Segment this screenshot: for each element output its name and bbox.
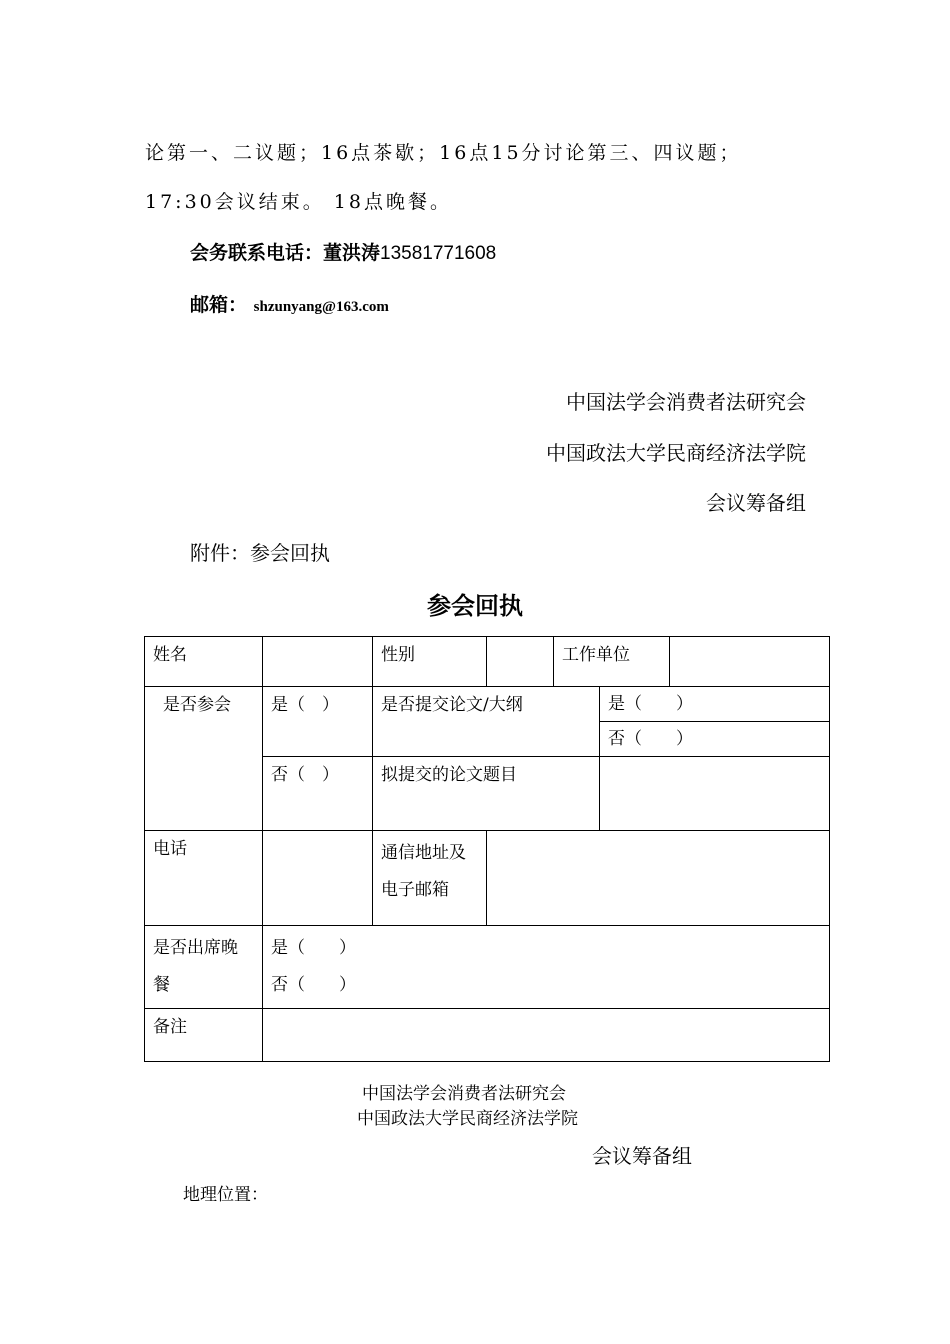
remarks-label: 备注 (145, 1009, 263, 1062)
body-line-2: 17:30会议结束。 18点晚餐。 (145, 191, 452, 213)
footer-org-1: 中国法学会消费者法研究会 (362, 1084, 566, 1104)
signature-group: 会议筹备组 (706, 491, 806, 515)
gender-input-cell[interactable] (487, 637, 554, 687)
signature-org-1: 中国法学会消费者法研究会 (566, 390, 806, 414)
email-line (190, 290, 389, 317)
attend-yes-option[interactable]: 是（ ） (263, 687, 373, 757)
dinner-yes-option[interactable]: 是（ ） (271, 938, 356, 958)
email-label: 邮箱： (190, 294, 248, 316)
location-label: 地理位置： (183, 1185, 268, 1205)
signature-org-2: 中国政法大学民商经济法学院 (546, 441, 806, 465)
body-line-1: 论第一、二议题；16点茶歇；16点15分讨论第三、四议题； (145, 142, 742, 164)
submit-no-option[interactable]: 否（ ） (600, 722, 830, 757)
contact-line (190, 238, 496, 265)
paper-title-input-cell[interactable] (600, 757, 830, 831)
contact-label: 会务联系电话：董洪涛 (190, 242, 381, 264)
submit-paper-label: 是否提交论文/大纲 (373, 687, 600, 757)
phone-label: 电话 (145, 831, 263, 926)
address-label-line-2: 电子邮箱 (381, 880, 449, 900)
remarks-input-cell[interactable] (263, 1009, 830, 1062)
attend-no-option[interactable]: 否（ ） (263, 757, 373, 831)
dinner-label-line-2: 餐 (153, 975, 170, 995)
attachment-note: 附件：参会回执 (190, 541, 330, 565)
email-value: shzunyang@163.com (253, 299, 389, 315)
contact-phone: 13581771608 (380, 243, 497, 264)
dinner-options (263, 926, 830, 1009)
address-input-cell[interactable] (487, 831, 830, 926)
name-label: 姓名 (145, 637, 263, 687)
footer-org-2: 中国政法大学民商经济法学院 (357, 1109, 578, 1129)
form-title: 参会回执 (427, 592, 523, 620)
dinner-label-line-1: 是否出席晚 (153, 938, 238, 958)
dinner-no-option[interactable]: 否（ ） (271, 975, 356, 995)
phone-input-cell[interactable] (263, 831, 373, 926)
name-input-cell[interactable] (263, 637, 373, 687)
address-label-line-1: 通信地址及 (381, 843, 466, 863)
paper-title-label: 拟提交的论文题目 (373, 757, 600, 831)
registration-form (144, 636, 830, 1062)
work-unit-label: 工作单位 (554, 637, 670, 687)
footer-group: 会议筹备组 (592, 1144, 692, 1168)
gender-label: 性别 (373, 637, 487, 687)
address-label (373, 831, 487, 926)
attend-label: 是否参会 (145, 687, 263, 831)
submit-yes-option[interactable]: 是（ ） (600, 687, 830, 722)
work-unit-input-cell[interactable] (670, 637, 830, 687)
dinner-label (145, 926, 263, 1009)
